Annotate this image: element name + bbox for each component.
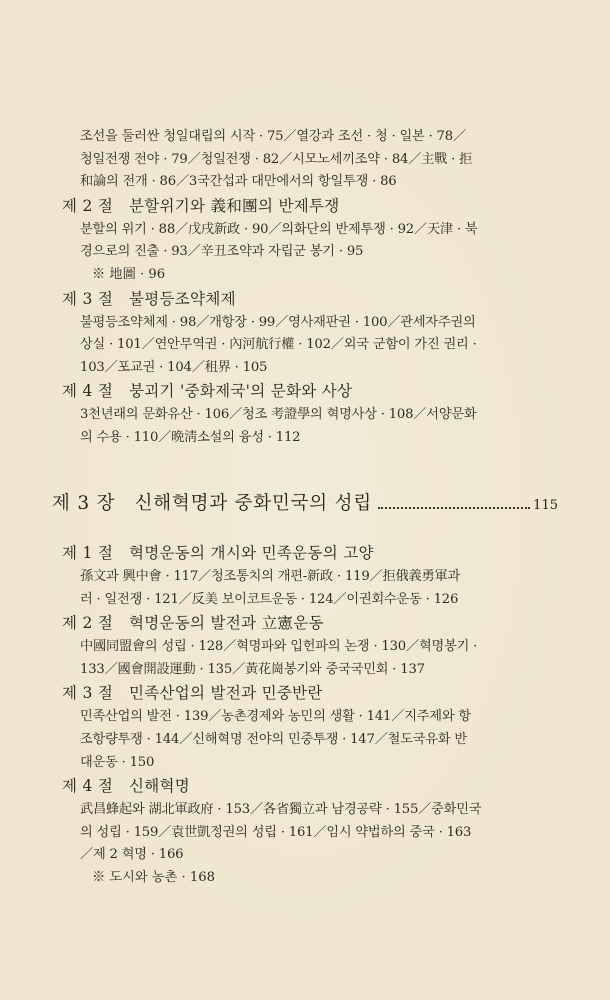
toc-entry-line: 和論의 전개 · 86／3국간섭과 대만에서의 항일투쟁 · 86 (80, 174, 397, 190)
toc-entry-line: 孫文과 興中會 · 117／청조통치의 개편-新政 · 119／拒俄義勇軍과 (80, 569, 461, 584)
section-heading: 제 2 절 분할위기와 義和團의 반제투쟁 (62, 196, 340, 215)
toc-entry-line: 러 · 일전쟁 · 121／反美 보이코트운동 · 124／이권회수운동 · 126 (80, 591, 459, 607)
toc-entry-line: 분할의 위기 · 88／戊戌新政 · 90／의화단의 반제투쟁 · 92／天津 · 북 (80, 221, 478, 237)
toc-entry-line: 의 성립 · 159／袁世凱정권의 성립 · 161／임시 약법하의 중국 · 163 (80, 824, 472, 840)
section-heading: 제 2 절 혁명운동의 발전과 立憲운동 (62, 614, 324, 633)
toc-section-chapter-3 (62, 541, 552, 890)
toc-entry-line: ／제 2 혁명 · 166 (80, 847, 184, 863)
toc-entry-line: 의 수용 · 110／晩淸소설의 융성 · 112 (80, 429, 301, 445)
section-heading: 제 4 절 붕괴기 '중화제국'의 문화와 사상 (62, 382, 353, 401)
toc-entry-line: 103／포교권 · 104／租界 · 105 (80, 359, 268, 375)
section-heading: 제 4 절 신해혁명 (62, 777, 191, 796)
toc-entry-line: 中國同盟會의 성립 · 128／혁명파와 입헌파의 논쟁 · 130／혁명봉기 · (80, 639, 478, 655)
toc-entry-line: 133／國會開設運動 · 135／黃花崗봉기와 중국국민회 · 137 (80, 661, 425, 677)
section-heading: 제 3 절 민족산업의 발전과 민중반란 (62, 684, 323, 703)
toc-entry-line: 불평등조약체제 · 98／개항장 · 99／영사재판권 · 100／관세자주권의 (80, 314, 476, 330)
chapter-page-number: 115 (533, 498, 558, 513)
toc-entry-line: 3천년래의 문화유산 · 106／청조 考證學의 혁명사상 · 108／서양문화 (80, 407, 477, 423)
toc-entry-line: 조선을 둘러싼 청일대립의 시작 · 75／열강과 조선 · 청 · 일본 · 78／ (80, 129, 466, 144)
dotted-leader (378, 506, 530, 509)
section-heading: 제 1 절 혁명운동의 개시와 민족운동의 고양 (62, 544, 374, 562)
toc-entry-line: 경으로의 진출 · 93／辛丑조약과 자립군 봉기 · 95 (80, 244, 364, 260)
toc-entry-line: 武昌蜂起와 湖北軍政府 · 153／各省獨立과 남경공략 · 155／중화민국 (80, 802, 482, 818)
toc-note: ※ 地圖 · 96 (92, 266, 166, 282)
toc-entry-line: 조항량투쟁 · 144／신해혁명 전야의 민중투쟁 · 147／철도국유화 반 (80, 731, 467, 747)
chapter-heading (52, 489, 558, 519)
chapter-title: 제 3 장 신해혁명과 중화민국의 성립 (52, 493, 372, 514)
toc-entry-line: 상실 · 101／연안무역권 · 內河航行權 · 102／외국 군함이 가진 권리 · (80, 337, 477, 353)
toc-entry-line: 청일전쟁 전야 · 79／청일전쟁 · 82／시모노세끼조약 · 84／主戰 · 拒 (80, 151, 473, 167)
section-heading: 제 3 절 불평등조약체제 (62, 289, 236, 308)
toc-entry-line: 대운동 · 150 (80, 754, 155, 770)
toc-entry-line: 민족산업의 발전 · 139／농촌경제와 농민의 생활 · 141／지주제와 항 (80, 709, 471, 725)
toc-section-chapter-2 (62, 126, 552, 450)
toc-note: ※ 도시와 농촌 · 168 (92, 869, 216, 885)
